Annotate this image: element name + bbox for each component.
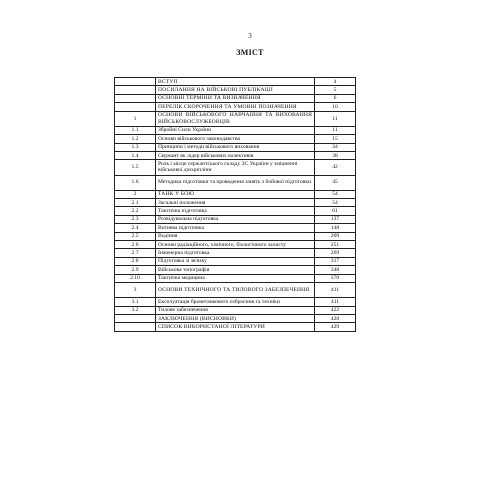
- toc-page-number: 137: [315, 215, 356, 223]
- toc-section-number: 2.3: [115, 215, 156, 223]
- page-number: 3: [248, 32, 252, 40]
- toc-page-number: 209: [315, 232, 356, 240]
- toc-entry-title: Сержант як лідер військових колективів: [156, 151, 315, 159]
- table-row: [115, 232, 356, 240]
- toc-section-number: [115, 94, 156, 102]
- table-row: [115, 103, 356, 111]
- toc-entry-title: ВСТУП: [156, 78, 315, 86]
- toc-page-number: 11: [315, 111, 356, 126]
- toc-entry-title: ПЕРЕЛІК СКОРОЧЕННЯ ТА УМОВНІ ПОЗНАЧЕННЯ: [156, 103, 315, 111]
- toc-entry-title: ОСНОВИ ТЕХНІЧНОГО ТА ТИЛОВОГО ЗАБЕЗПЕЧЕННЯ: [156, 282, 315, 297]
- toc-section-number: [115, 86, 156, 94]
- toc-section-number: 2: [115, 190, 156, 198]
- table-row: [115, 175, 356, 190]
- table-row: [115, 94, 356, 102]
- toc-page-number: 61: [315, 207, 356, 215]
- toc-page-number: 370: [315, 274, 356, 282]
- toc-entry-title: Методика підготовки та проведення занять з бойової підготовки: [156, 175, 315, 190]
- toc-entry-title: ТАНК У БОЮ: [156, 190, 315, 198]
- toc-page-number: 317: [315, 257, 356, 265]
- toc-page-number: 54: [315, 199, 356, 207]
- toc-section-number: 2.4: [115, 224, 156, 232]
- toc-page-number: 34: [315, 143, 356, 151]
- table-row: [115, 224, 356, 232]
- toc-entry-title: Основи військового законодавства: [156, 135, 315, 143]
- toc-entry-title: Основи радіаційного, хімічного, біологічного захисту: [156, 241, 315, 249]
- toc-page-number: 45: [315, 175, 356, 190]
- toc-page-number: 38: [315, 151, 356, 159]
- toc-body: [115, 78, 356, 332]
- table-row: [115, 199, 356, 207]
- table-row: [115, 249, 356, 257]
- table-row: [115, 135, 356, 143]
- toc-section-number: 1.4: [115, 151, 156, 159]
- toc-page-number: 42: [315, 160, 356, 175]
- table-row: [115, 86, 356, 94]
- toc-section-number: 1.6: [115, 175, 156, 190]
- toc-section-number: 1.2: [115, 135, 156, 143]
- toc-section-number: 2.2: [115, 207, 156, 215]
- table-row: [115, 298, 356, 306]
- toc-section-number: 2.8: [115, 257, 156, 265]
- toc-entry-title: Військова топографія: [156, 266, 315, 274]
- toc-page-number: 348: [315, 266, 356, 274]
- toc-entry-title: ОСНОВИ ВІЙСЬКОВОГО НАВЧАННЯ ТА ВИХОВАННЯ ВІЙСЬКОВОСЛУЖБОВЦІВ: [156, 111, 315, 126]
- table-row: [115, 160, 356, 175]
- table-row: [115, 323, 356, 331]
- toc-page-number: 11: [315, 126, 356, 134]
- toc-entry-title: СПИСОК ВИКОРИСТАНОЇ ЛІТЕРАТУРИ: [156, 323, 315, 331]
- toc-entry-title: Збройні Сили України: [156, 126, 315, 134]
- toc-page-number: 6: [315, 94, 356, 102]
- toc-entry-title: Розвідувальна підготовка: [156, 215, 315, 223]
- toc-entry-title: ОСНОВНІ ТЕРМІНИ ТА ВИЗНАЧЕННЯ: [156, 94, 315, 102]
- toc-section-number: 1: [115, 111, 156, 126]
- toc-entry-title: Тактична медицина: [156, 274, 315, 282]
- toc-page-number: 411: [315, 282, 356, 297]
- toc-page-number: 54: [315, 190, 356, 198]
- toc-section-number: [115, 323, 156, 331]
- toc-entry-title: ПОСИЛАННЯ НА ВІЙСЬКОВІ ПУБЛІКАЦІЇ: [156, 86, 315, 94]
- toc-section-number: 2.1: [115, 199, 156, 207]
- toc-section-number: [115, 78, 156, 86]
- toc-entry-title: Підготовка зі зв'язку: [156, 257, 315, 265]
- toc-section-number: 2.7: [115, 249, 156, 257]
- toc-entry-title: Експлуатація бронетанкового озброєння та техніки: [156, 298, 315, 306]
- table-row: [115, 282, 356, 297]
- toc-page-number: 15: [315, 135, 356, 143]
- toc-page-number: 269: [315, 249, 356, 257]
- toc-section-number: 3: [115, 282, 156, 297]
- toc-section-number: 2.10: [115, 274, 156, 282]
- toc-page-number: 4: [315, 78, 356, 86]
- toc-page-number: 428: [315, 314, 356, 322]
- toc-page-number: 5: [315, 86, 356, 94]
- table-of-contents: [114, 77, 356, 332]
- table-row: [115, 257, 356, 265]
- table-row: [115, 274, 356, 282]
- toc-section-number: 2.6: [115, 241, 156, 249]
- toc-page-number: 251: [315, 241, 356, 249]
- table-row: [115, 207, 356, 215]
- toc-entry-title: Вогнева підготовка: [156, 224, 315, 232]
- toc-page-number: 411: [315, 298, 356, 306]
- toc-page-number: 148: [315, 224, 356, 232]
- toc-section-number: 1.3: [115, 143, 156, 151]
- toc-section-number: 3.2: [115, 306, 156, 314]
- table-row: [115, 190, 356, 198]
- table-row: [115, 266, 356, 274]
- table-row: [115, 151, 356, 159]
- toc-entry-title: Водіння: [156, 232, 315, 240]
- toc-entry-title: Інженерна підготовка: [156, 249, 315, 257]
- toc-entry-title: Тактична підготовка: [156, 207, 315, 215]
- toc-page-number: 10: [315, 103, 356, 111]
- toc-entry-title: Тилове забезпечення: [156, 306, 315, 314]
- table-row: [115, 215, 356, 223]
- table-row: [115, 78, 356, 86]
- toc-entry-title: Принципи і методи військового виховання: [156, 143, 315, 151]
- table-row: [115, 143, 356, 151]
- toc-entry-title: ЗАКЛЮЧЕННЯ (ВИСНОВКИ): [156, 314, 315, 322]
- toc-section-number: 1.5: [115, 160, 156, 175]
- table-row: [115, 306, 356, 314]
- table-row: [115, 241, 356, 249]
- toc-entry-title: Роль і місце сержантського складу ЗС України у зміцненні військової дисципліни: [156, 160, 315, 175]
- toc-section-number: 3.1: [115, 298, 156, 306]
- toc-section-number: [115, 314, 156, 322]
- toc-section-number: 1.1: [115, 126, 156, 134]
- toc-section-number: [115, 103, 156, 111]
- table-row: [115, 314, 356, 322]
- toc-page-number: 422: [315, 306, 356, 314]
- toc-entry-title: Загальні положення: [156, 199, 315, 207]
- page-title: ЗМІСТ: [236, 48, 264, 57]
- toc-section-number: 2.9: [115, 266, 156, 274]
- toc-section-number: 2.5: [115, 232, 156, 240]
- toc-page-number: 429: [315, 323, 356, 331]
- table-row: [115, 126, 356, 134]
- table-row: [115, 111, 356, 126]
